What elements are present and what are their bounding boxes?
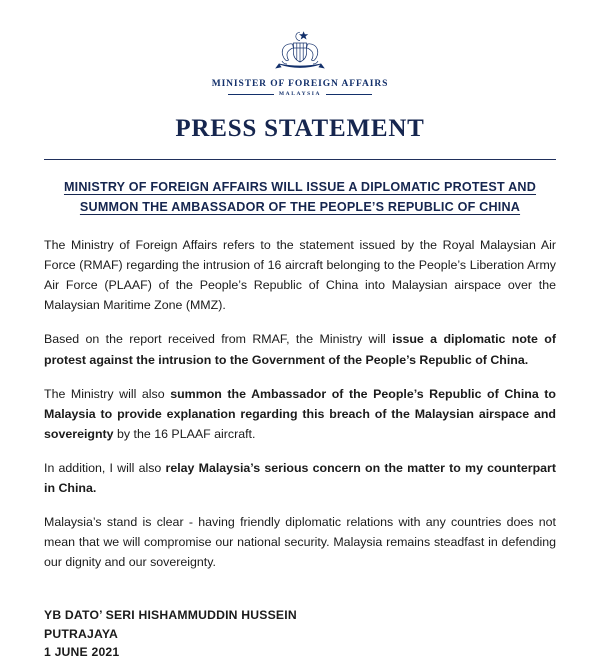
paragraph-1: The Ministry of Foreign Affairs refers to the statement issued by the Royal Malaysian Air Force (RMAF) regarding the intrusion of 16 aircraft belonging to the People’s Liberation Army Air Force (PLAAF) of the People’s Republic of China into Malaysian airspace over the Malaysian Maritime Zone (MMZ). [44,238,556,313]
paragraph-2-text-a: Based on the report received from RMAF, the Ministry will [44,332,393,347]
signatory-date: 1 JUNE 2021 [44,644,120,659]
letterhead-rule [44,91,556,97]
paragraph-4 [44,458,556,498]
rule-left [228,94,274,95]
ministry-name: MINISTER OF FOREIGN AFFAIRS [211,79,389,89]
signatory-place: PUTRAJAYA [44,626,119,641]
country-name: MALAYSIA [278,91,322,97]
signatory-name: YB DATO’ SERI HISHAMMUDDIN HUSSEIN [44,608,297,623]
headline: MINISTRY OF FOREIGN AFFAIRS WILL ISSUE A DIPLOMATIC PROTEST AND SUMMON THE AMBASSADOR OF THE PEOPLE’S REPUBLIC OF CHINA [63,180,537,214]
paragraph-3-text-c: by the 16 PLAAF aircraft. [113,426,256,441]
paragraph-4-text-a: In addition, I will also [44,460,166,475]
paragraph-2 [44,329,556,369]
letterhead [44,28,556,97]
paragraph-4-emphasis: relay Malaysia’s serious concern on the matter to my counterpart in China. [44,460,556,495]
signature-block [44,606,556,661]
malaysia-coat-of-arms-icon [44,28,556,77]
paragraph-3-text-a: The Ministry will also [44,386,171,401]
title-divider [44,159,556,160]
paragraph-3 [44,384,556,444]
paragraph-3-emphasis: summon the Ambassador of the People’s Republic of China to Malaysia to provide explanation regarding this breach of the Malaysian airspace and sovereignty [44,386,556,441]
paragraph-5: Malaysia’s stand is clear - having friendly diplomatic relations with any countries does not mean that we will compromise our national security. Malaysia remains steadfast in defending our dignity and our sovereignty. [44,515,556,570]
rule-right [326,94,372,95]
page-title: PRESS STATEMENT [175,115,425,142]
paragraph-2-emphasis: issue a diplomatic note of protest against the intrusion to the Government of the People’s Republic of China. [44,332,556,367]
